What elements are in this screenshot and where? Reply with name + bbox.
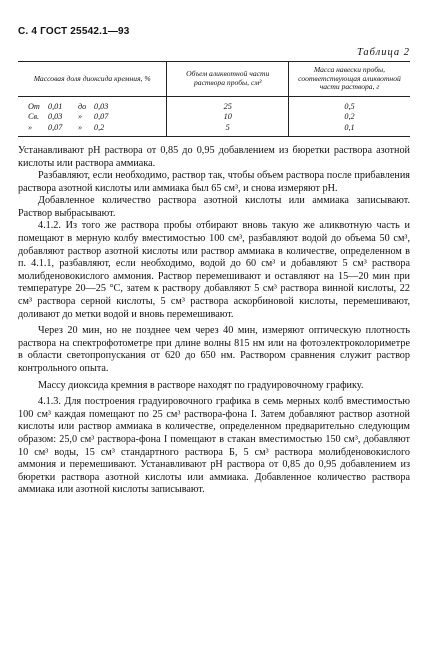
paragraph: Разбавляют, если необходимо, раствор так, чтобы объем раствора после прибавления раствора азотной кислоты или аммиака был 65 см³, и снова измеряют pH.	[18, 170, 410, 194]
cell-volume: 25	[167, 97, 289, 113]
column-header-sample-mass: Масса навески пробы, соответствующая аликвотной части раствора, г	[288, 62, 410, 97]
column-header-silica-fraction: Массовая доля диоксида кремния, %	[18, 62, 167, 97]
range-high: 0,03	[94, 102, 109, 112]
cell-mass: 0,1	[288, 123, 410, 137]
paragraph: Устанавливают pH раствора от 0,85 до 0,95 добавлением из бюретки раствора азотной кислоты или раствора аммиака.	[18, 144, 410, 169]
table-caption: Таблица 2	[356, 47, 410, 58]
range-connector: до	[78, 102, 87, 112]
cell-range	[18, 112, 167, 122]
range-connector: »	[78, 122, 83, 132]
cell-mass: 0,5	[288, 97, 410, 113]
paragraph-section-4-1-3: 4.1.3. Для построения градуировочного графика в семь мерных колб вместимостью 100 см³ каждая помещают по 25 см³ раствора-фона I. Затем добавляют раствор азотной кислоты или раствор аммиака в количестве, определенном предварительно следующим образом: 25,0 см³ раствора-фона I помещают в стакан вместимостью 150 см³, добавляют 10 см³ воды, 15 см³ стандартного раствора Б, 5 см³ раствора молибденовокислого аммония и перемешивают. Устанавливают pH раствора от 0,85 до 0,95 добавлением из бюретки раствора азотной кислоты или аммиака. Добавленное количество раствора аммиака или азотной кислоты записывают.	[18, 396, 410, 496]
table-row	[18, 112, 410, 122]
table-row	[18, 97, 410, 113]
range-connector: »	[78, 112, 83, 122]
paragraph: Добавленное количество раствора азотной кислоты или аммиака записывают. Раствор выбрасывают.	[18, 195, 410, 219]
cell-volume: 5	[167, 123, 289, 137]
range-high: 0,07	[94, 112, 109, 122]
range-low: 0,07	[48, 122, 63, 132]
running-head: С. 4 ГОСТ 25542.1—93	[18, 26, 130, 37]
data-table	[18, 61, 410, 137]
range-prefix: »	[28, 122, 33, 132]
body-text	[18, 145, 410, 497]
paragraph: Через 20 мин, но не позднее чем через 40 мин, измеряют оптическую плотность раствора на спектрофотометре при длине волны 815 нм или на фотоэлектроколориметре в области светопропускания от 620 до 650 нм. Раствором сравнения служит раствор контрольного опыта.	[18, 325, 410, 374]
range-low: 0,03	[48, 112, 63, 122]
cell-volume: 10	[167, 112, 289, 122]
paragraph-section-4-1-2: 4.1.2. Из того же раствора пробы отбирают вновь такую же аликвотную часть и помещают в мерную колбу вместимостью 100 см³, разбавляют водой до объема 50 см³, добавляют раствор азотной кислоты или раствор аммиака в количестве, определенном в п. 4.1.1, разбавляют, если необходимо, водой до 60 см³ и добавляют 5 см³ раствора молибденовокислого аммония. Раствор перемешивают и оставляют на 15—20 мин при температуре 20—25 °C, затем к раствору добавляют 5 см³ раствора винной кислоты, 22 см³ раствора серной кислоты, 5 см³ раствора аскорбиновой кислоты, перемешивают, доливают до метки водой и вновь перемешивают.	[18, 220, 410, 320]
column-header-aliquot-volume: Объем аликвотной части раствора пробы, см³	[167, 62, 289, 97]
paragraph: Массу диоксида кремния в растворе находят по градуировочному графику.	[38, 379, 364, 391]
range-prefix: Св.	[28, 112, 40, 122]
cell-mass: 0,2	[288, 112, 410, 122]
cell-range	[18, 123, 167, 137]
range-low: 0,01	[48, 102, 63, 112]
range-prefix: От	[28, 102, 40, 112]
table-row	[18, 123, 410, 137]
table-header-row	[18, 62, 410, 97]
range-high: 0,2	[94, 122, 105, 132]
cell-range	[18, 97, 167, 113]
